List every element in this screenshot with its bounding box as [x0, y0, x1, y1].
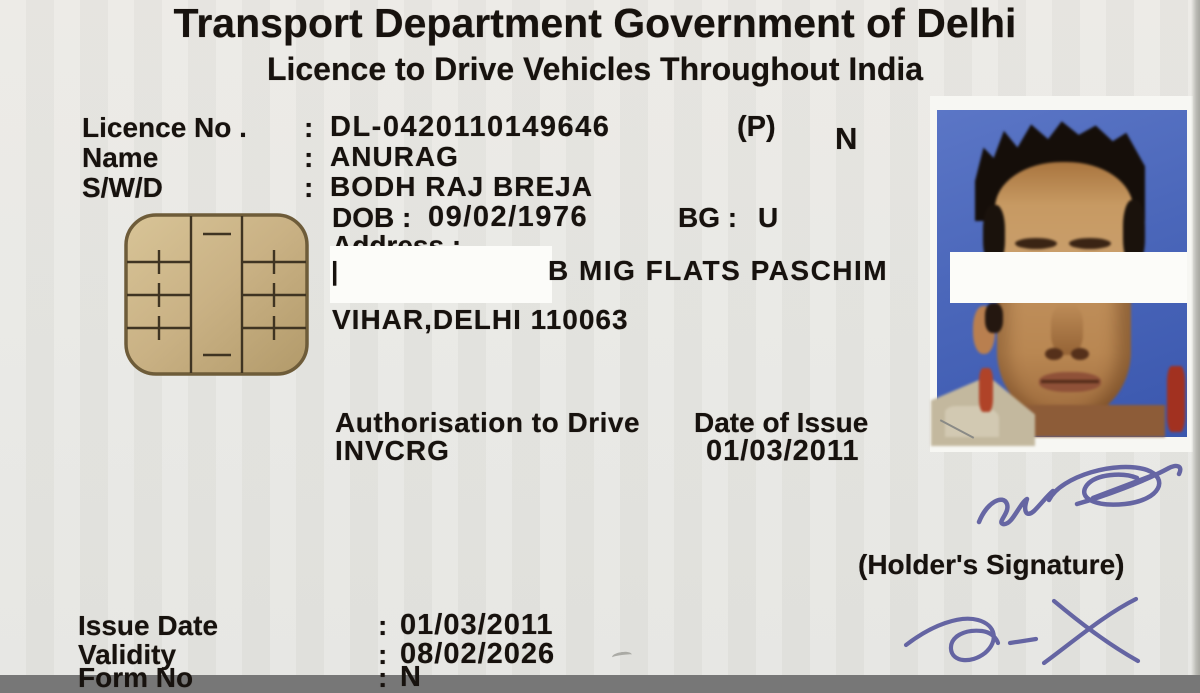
partial-bottom-row-label: Form No	[78, 662, 194, 693]
scan-edge-shadow	[1191, 0, 1200, 675]
holder-signature-caption: (Holder's Signature)	[858, 549, 1125, 580]
licence-category: (P)	[737, 111, 776, 143]
issue-date-value: 01/03/2011	[400, 609, 554, 641]
licence-flag: N	[835, 121, 858, 156]
holder-signature-ink	[965, 452, 1190, 537]
card-title: Transport Department Government of Delhi	[173, 0, 1017, 46]
authorisation-label: Authorisation to Drive	[335, 407, 641, 438]
name-colon: :	[304, 142, 314, 173]
validity-colon: :	[378, 639, 388, 670]
validity-label: Validity	[78, 639, 177, 670]
photo-eye-redaction-bar	[950, 252, 1187, 303]
partial-bottom-row-value: N	[400, 661, 421, 693]
address-redacted-mark: |	[331, 256, 339, 286]
address-line2: VIHAR,DELHI 110063	[332, 304, 629, 335]
licence-no-label: Licence No .	[82, 112, 247, 143]
card-subtitle: Licence to Drive Vehicles Throughout India	[266, 51, 924, 87]
licence-no-value: DL-0420110149646	[330, 111, 611, 143]
address-line1: B MIG FLATS PASCHIM	[548, 255, 889, 286]
swd-colon: :	[304, 172, 314, 203]
smartcard-chip-icon	[123, 212, 310, 377]
licence-no-colon: :	[304, 112, 314, 143]
issue-date-label: Issue Date	[78, 610, 219, 641]
authorisation-value: INVCRG	[335, 435, 450, 466]
issue-date-colon: :	[378, 610, 388, 641]
bg-label: BG :	[678, 202, 738, 233]
swd-value: BODH RAJ BREJA	[330, 171, 593, 202]
pencil-smudge-mark	[612, 651, 633, 662]
bg-value: U	[758, 202, 779, 233]
date-of-issue-value: 01/03/2011	[706, 435, 860, 467]
name-value: ANURAG	[330, 141, 459, 172]
date-of-issue-label: Date of Issue	[694, 407, 869, 438]
dob-value: 09/02/1976	[428, 201, 589, 233]
holder-photo	[930, 96, 1193, 452]
address-redaction-box	[330, 246, 552, 303]
name-label: Name	[82, 142, 159, 173]
holder-photo-image	[937, 110, 1187, 437]
validity-value: 08/02/2026	[400, 638, 556, 670]
dob-label: DOB :	[332, 202, 412, 233]
swd-label: S/W/D	[82, 172, 163, 203]
authority-signature-ink	[898, 583, 1148, 675]
partial-bottom-row-colon: :	[378, 662, 388, 693]
